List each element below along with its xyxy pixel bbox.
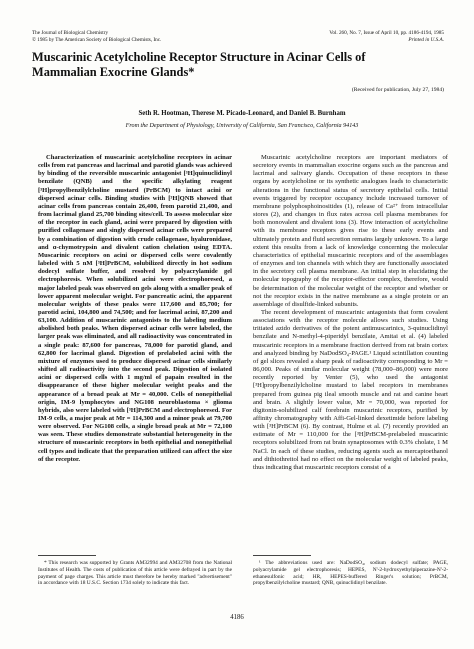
funding-footnote [38, 560, 232, 587]
volume-issue: Vol. 260, No. 7, Issue of April 10, pp. 4186-4194, 1985 [329, 30, 444, 36]
issue-info [329, 30, 444, 43]
body-column [253, 154, 448, 472]
title-line-2: Mammalian Exocrine Glands* [32, 64, 195, 79]
funding-footnote-text: * This research was supported by Grants AM32994 and AM32708 from the National Institutes of Health. The costs of publication of this article were defrayed in part by the payment of page charges. This article must therefore be hereby marked "advertisement" in accordance with 18 U.S.C. Section 1734 solely to indicate this fact. [38, 560, 232, 587]
footnote-divider-left [38, 555, 96, 556]
journal-name: The Journal of Biological Chemistry [32, 30, 109, 36]
paper-title [32, 50, 452, 80]
journal-header [32, 30, 161, 43]
body-paragraph-1: Muscarinic acetylcholine receptors are important mediators of secretory events in mammalian exocrine organs such as the pancreas and lacrimal and salivary glands. Occupation of these receptors in these organs by acetylcholine or its synthetic analogues leads to characteristic alterations in the functional status of secretory epithelial cells. Initial events triggered by receptor occupancy include increased turnover of membrane polyphosphoinositides (1), release of Ca²⁺ from intracellular stores (2), and changes in flux rates across cell plasma membranes for both monovalent and divalent ions (3). How interaction of acetylcholine with its membrane receptors gives rise to these early events and ultimately protein and fluid secretion remains largely unknown. To a large extent this results from a lack of knowledge concerning the molecular characteristics of epithelial muscarinic receptors and of the assemblages of enzymes and ion channels with which they are functionally associated in the secretory cell plasma membrane. An initial step in elucidating the molecular topography of the receptor-effector complex, therefore, would be determination of the molecular weight of the receptor and whether or not the receptor exists in the native membrane as a single protein or an assemblage of disulfide-linked subunits. [253, 154, 448, 308]
printed-in: Printed in U.S.A. [408, 36, 444, 43]
author-list: Seth R. Hootman, Therese M. Picado-Leonard, and Daniel B. Burnham [138, 110, 346, 117]
received-date: (Received for publication, July 27, 1984) [351, 87, 444, 93]
page-number: 4186 [230, 614, 244, 621]
body-paragraph-2: The recent development of muscarinic antagonists that form covalent associations with the receptor molecule allows such studies. Using tritiated azido derivatives of the potent antimuscarinics, 3-quinuclidinyl benzilate and N-methyl-4-piperidyl benzilate, Amitai et al. (4) labeled muscarinic receptors in a membrane fraction derived from rat brain cortex and analyzed binding by NaDodSO₄-PAGE.¹ Liquid scintillation counting of gel slices revealed a sharp peak of radioactivity corresponding to Mr = 86,000. Peaks of similar molecular weight (78,000–86,000) were more recently reported by Venter (5), who used the antagonist [³H]propylbenzilylcholine mustard to label receptors in membranes prepared from guinea pig ileal smooth muscle and rat and canine heart and brain. A slightly lower value, Mr = 70,000, was reported for digitonin-solubilized calf forebrain muscarinic receptors, purified by affinity chromatography with Affi-Gel-linked dexetimide before labeling with [³H]PrBCM (6). By contrast, Hulme et al. (7) recently provided an estimate of Mr = 110,000 for the [³H]PrBCM-prelabeled muscarinic receptors solubilized from rat brain synaptosomes with 0.3% cholate, 1 M NaCl. In each of these studies, reducing agents such as mercaptoethanol and dithiothreitol had no effect on the molecular weight of labeled peaks, thus indicating that muscarinic receptors consist of a [253, 308, 448, 471]
title-line-1: Muscarinic Acetylcholine Receptor Structure in Acinar Cells of [32, 50, 366, 64]
abbreviations-footnote-text: ¹ The abbreviations used are: NaDodSO₄, sodium dodecyl sulfate; PAGE, polyacrylamide gel electrophoresis; HEPES, N'-2-hydroxyethylpiperazine-N'-2-ethanesulfonic acid; HR, HEPES-buffered Ringer's solution; PrBCM, propylbenzilylcholine mustard; QNB, quinuclidinyl benzilate. [253, 560, 448, 587]
footnote-divider-right [253, 555, 311, 556]
abstract-column [38, 154, 232, 464]
copyright-line: © 1985 by The American Society of Biological Chemists, Inc. [32, 36, 162, 43]
abbreviations-footnote [253, 560, 448, 587]
abstract-text: Characterization of muscarinic acetylcholine receptors in acinar cells from rat pancreas and lacrimal and parotid glands was achieved by binding of the reversible muscarinic antagonist [³H]quinuclidinyl benzilate (QNB) and the specific alkylating reagent [³H]propylbenzilylcholine mustard (PrBCM) to intact acini or dispersed acinar cells. Binding studies with [³H]QNB showed that acinar cells from pancreas contain 26,400, from parotid 21,400, and from lacrimal gland 25,700 binding sites/cell. To assess molecular size of the receptor in each gland, acini were prepared by digestion with purified collagenase and singly dispersed acinar cells were prepared by a combination of digestion with crude collagenase, hyaluronidase, and α-chymotrypsin and divalent cation chelation using EDTA. Muscarinic receptors on acini or dispersed cells were covalently labeled with 5 nM [³H]PrBCM, solubilized directly in hot sodium dodecyl sulfate buffer, and resolved by polyacrylamide gel electrophoresis. When solubilized acini were electrophoresed, a major labeled peak was observed on gels along with a smaller peak of lower apparent molecular weight. For pancreatic acini, the apparent molecular weights of these peaks were 117,600 and 85,700; for parotid acini, 104,800 and 74,500; and for lacrimal acini, 87,200 and 63,100. Addition of muscarinic antagonists to the labeling medium abolished both peaks. When dispersed acinar cells were labeled, the larger peak was eliminated, and all radioactivity was concentrated in a single peak: 87,600 for pancreas, 78,000 for parotid gland, and 62,800 for lacrimal gland. Digestion of prelabeled acini with the mixture of enzymes used to produce dispersed acinar cells similarly shifted all radioactivity into the second peak. Digestion of isolated acini or dispersed cells with 1 mg/ml of papain resulted in the disappearance of these higher molecular weight peaks and the appearance of a broad peak at Mr = 40,000. Cells of nonepithelial origin, IM-9 lymphocytes and NG108 neuroblastoma × glioma hybrids, also were labeled with [³H]PrBCM and electrophoresed. For IM-9 cells, a major peak at Mr = 114,300 and a minor peak at 79,700 were observed. For NG108 cells, a single broad peak at Mr = 72,100 was seen. These studies demonstrate substantial heterogeneity in the structure of muscarinic receptors in both epithelial and nonepithelial cell types and indicate that the preparation utilized can affect the size of the receptor. [38, 154, 232, 463]
affiliation: From the Department of Physiology, University of California, San Francisco, California 94143 [125, 123, 359, 129]
